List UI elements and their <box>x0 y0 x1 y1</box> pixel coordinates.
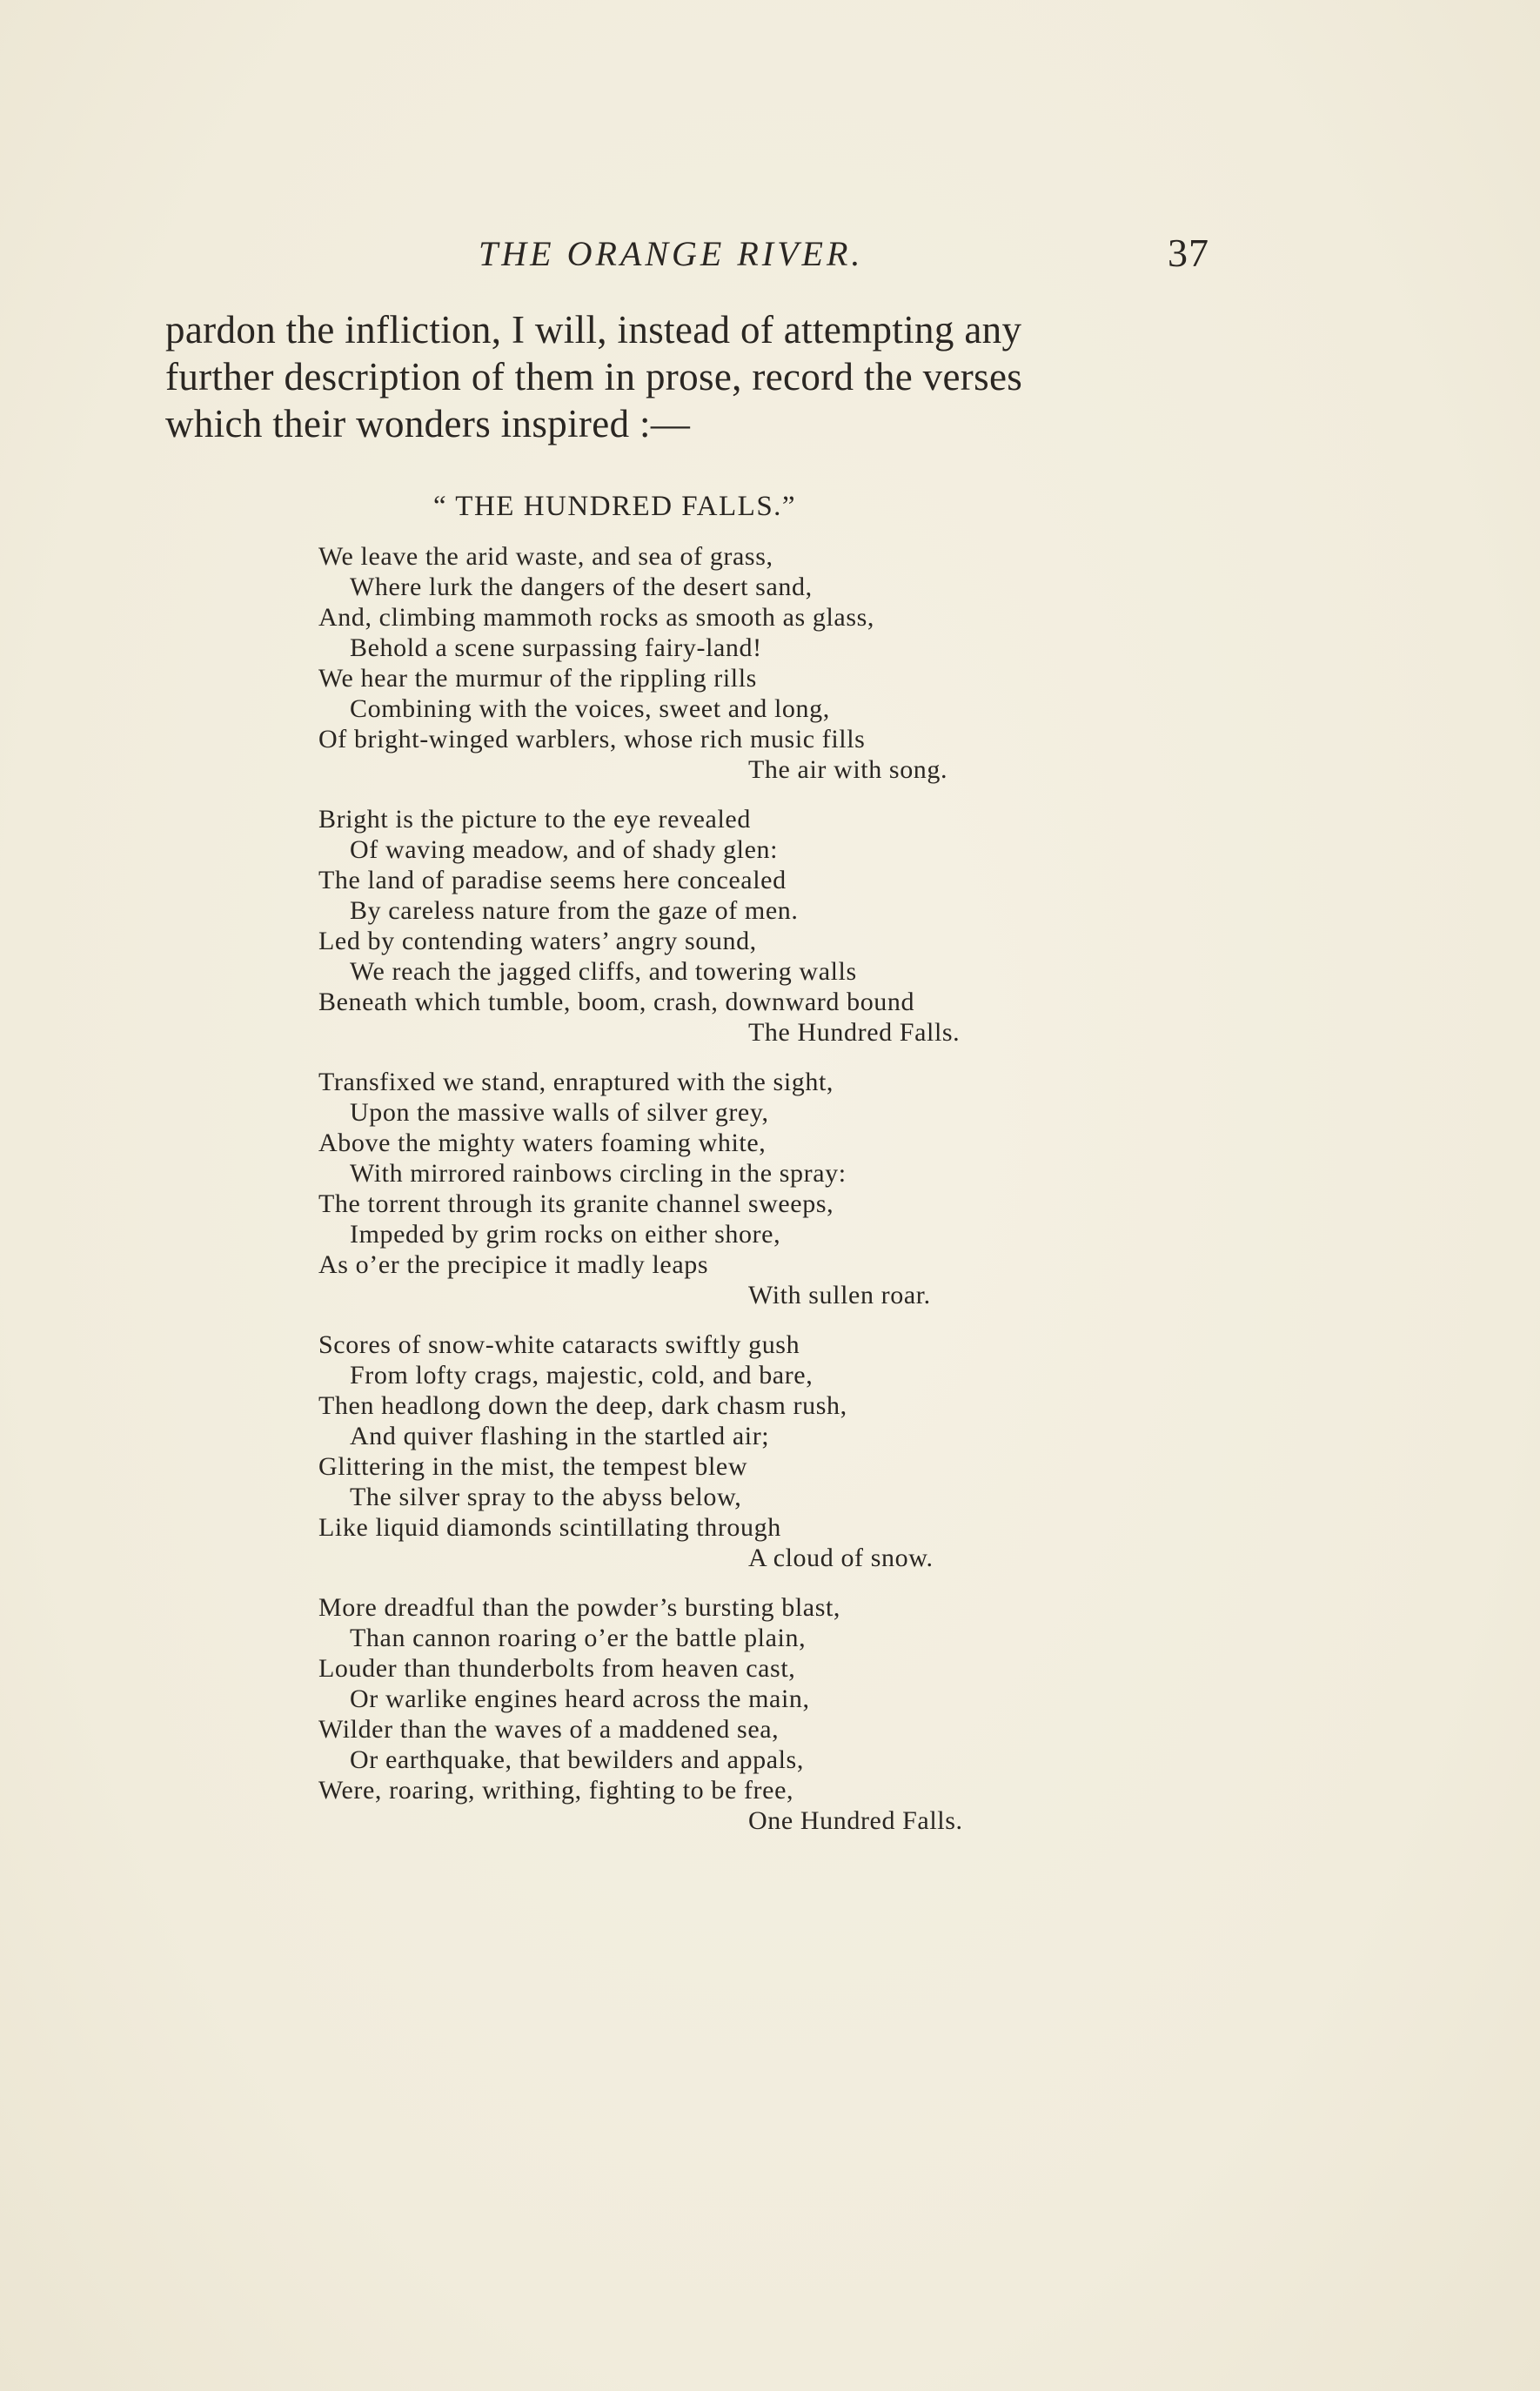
poem-stanza <box>318 1329 1188 1573</box>
poem-line: Led by contending waters’ angry sound, <box>318 927 757 955</box>
poem-line: Above the mighty waters foaming white, <box>318 1129 767 1157</box>
prose-line: which their wonders inspired :— <box>165 402 691 445</box>
poem-line: Behold a scene surpassing fairy-land! <box>350 633 762 662</box>
prose-line: pardon the infliction, I will, instead of attempting any <box>165 308 1022 352</box>
poem-line: Then headlong down the deep, dark chasm rush, <box>318 1391 847 1420</box>
poem-title: “ THE HUNDRED FALLS.” <box>433 491 797 522</box>
poem-line: The silver spray to the abyss below, <box>350 1483 742 1511</box>
poem-line: Like liquid diamonds scintillating through <box>318 1513 781 1542</box>
poem-line: Than cannon roaring o’er the battle plain, <box>350 1624 807 1652</box>
poem-line: Louder than thunderbolts from heaven cast, <box>318 1654 796 1683</box>
poem-line: Beneath which tumble, boom, crash, downward bound <box>318 988 915 1016</box>
poem-line: More dreadful than the powder’s bursting blast, <box>318 1593 841 1622</box>
poem-line: Where lurk the dangers of the desert sand, <box>350 573 813 601</box>
poem-line: We hear the murmur of the rippling rills <box>318 664 757 693</box>
poem-line: By careless nature from the gaze of men. <box>350 896 799 925</box>
poem-line: Upon the massive walls of silver grey, <box>350 1098 769 1127</box>
poem-line: And quiver flashing in the startled air; <box>350 1422 770 1450</box>
poem-line: With mirrored rainbows circling in the spray: <box>350 1159 847 1188</box>
poem-line: Bright is the picture to the eye revealed <box>318 805 751 834</box>
poem-line: Transfixed we stand, enraptured with the sight, <box>318 1068 834 1096</box>
poem-stanza <box>318 1067 1188 1310</box>
running-head <box>165 233 1209 277</box>
poem-line: Impeded by grim rocks on either shore, <box>350 1220 781 1249</box>
prose-line: further description of them in prose, record the verses <box>165 355 1023 398</box>
poem-stanza <box>318 1592 1188 1836</box>
poem-refrain-line: The air with song. <box>748 755 948 784</box>
poem-refrain-line: One Hundred Falls. <box>748 1806 963 1835</box>
poem-line: Scores of snow-white cataracts swiftly gush <box>318 1330 800 1359</box>
poem-stanza <box>318 804 1188 1048</box>
poem-refrain-line: A cloud of snow. <box>748 1544 934 1572</box>
poem-line: The land of paradise seems here concealed <box>318 866 787 894</box>
poem-body <box>318 541 1188 1855</box>
poem-line: Glittering in the mist, the tempest blew <box>318 1452 748 1481</box>
poem-line: As o’er the precipice it madly leaps <box>318 1250 709 1279</box>
poem-refrain-line: The Hundred Falls. <box>748 1018 961 1047</box>
poem-line: Were, roaring, writhing, fighting to be free, <box>318 1776 794 1805</box>
running-title: THE ORANGE RIVER. <box>479 234 864 273</box>
poem-stanza <box>318 541 1188 785</box>
page-number: 37 <box>1168 231 1209 275</box>
poem-refrain-line: With sullen roar. <box>748 1281 931 1309</box>
poem-line: From lofty crags, majestic, cold, and bare, <box>350 1361 814 1390</box>
poem-line: Wilder than the waves of a maddened sea, <box>318 1715 780 1744</box>
poem-line: And, climbing mammoth rocks as smooth as glass, <box>318 603 874 632</box>
poem-line: Of bright-winged warblers, whose rich music fills <box>318 725 866 753</box>
poem-line: The torrent through its granite channel sweeps, <box>318 1189 834 1218</box>
poem-line: Or warlike engines heard across the main, <box>350 1684 810 1713</box>
poem-line: We reach the jagged cliffs, and towering walls <box>350 957 857 986</box>
poem-line: Or earthquake, that bewilders and appals, <box>350 1745 804 1774</box>
poem-line: We leave the arid waste, and sea of grass, <box>318 542 773 571</box>
poem-line: Of waving meadow, and of shady glen: <box>350 835 779 864</box>
poem-line: Combining with the voices, sweet and long, <box>350 694 830 723</box>
prose-paragraph <box>165 306 1183 447</box>
